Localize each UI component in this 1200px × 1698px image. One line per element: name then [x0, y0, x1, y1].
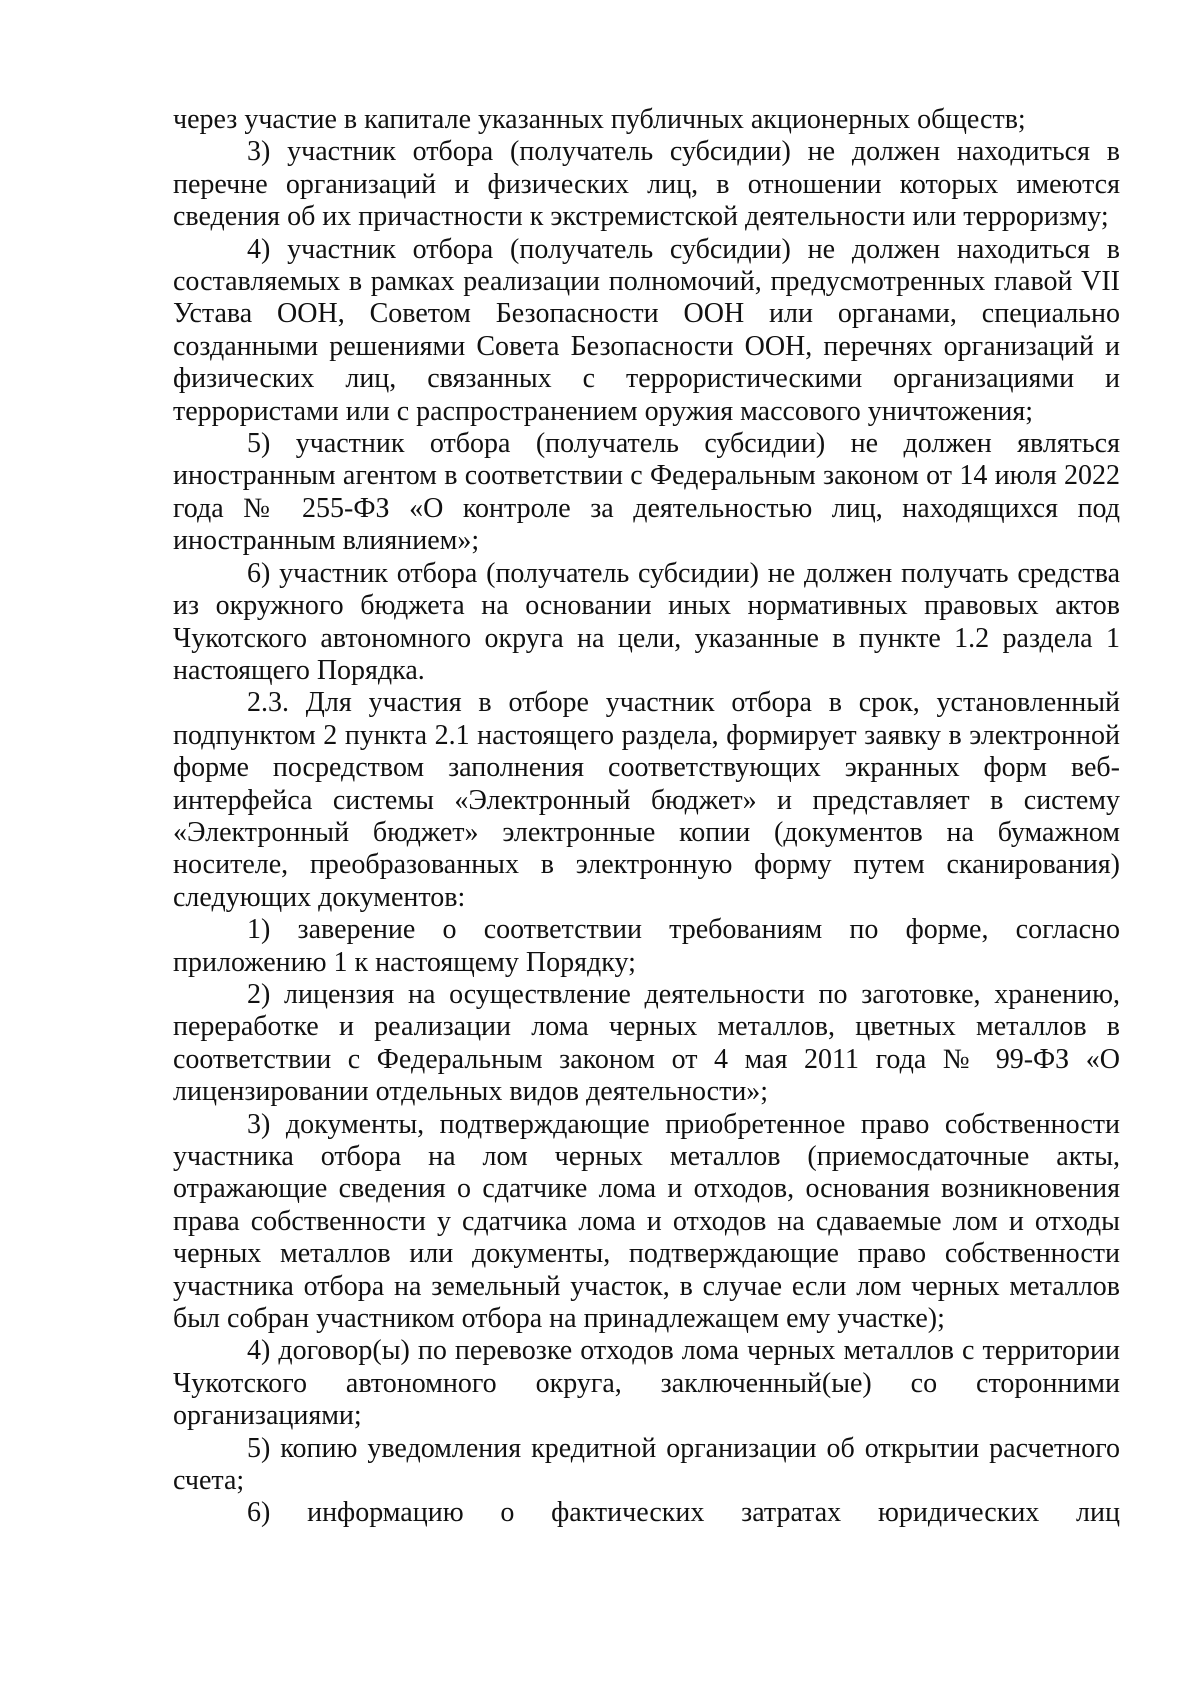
- paragraph-doc-3-ownership: 3) документы, подтверждающие приобретенное право собственности участника отбора на лом черных металлов (приемосдаточные акты, отражающие сведения о сдатчике лома и отходов, основания возникновения права собственности у сдатчика лома и отходов на сдаваемые лом и отходы черных металлов или документы, подтверждающие право собственности участника отбора на земельный участок, в случае если лом черных металлов был собран участником отбора на принадлежащем ему участке);: [173, 1108, 1120, 1335]
- paragraph-doc-1-assurance: 1) заверение о соответствии требованиям по форме, согласно приложению 1 к настоящему Порядку;: [173, 914, 1120, 978]
- paragraph-doc-5-bank-notice: 5) копию уведомления кредитной организации об открытии расчетного счета;: [173, 1432, 1120, 1497]
- paragraph-doc-4-transport-contract: 4) договор(ы) по перевозке отходов лома черных металлов с территории Чукотского автономного округа, заключенный(ые) со сторонними организациями;: [173, 1335, 1120, 1432]
- paragraph-item-3-extremism: 3) участник отбора (получатель субсидии) не должен находиться в перечне организаций и физических лиц, в отношении которых имеются сведения об их причастности к экстремистской деятельности или терроризму;: [173, 136, 1120, 233]
- paragraph-continuation: через участие в капитале указанных публичных акционерных обществ;: [173, 104, 1026, 135]
- document-page: [173, 104, 1120, 1530]
- paragraph-doc-2-license: 2) лицензия на осуществление деятельности по заготовке, хранению, переработке и реализации лома черных металлов, цветных металлов в соответствии с Федеральным законом от 4 мая 2011 года № 99-ФЗ «О лицензировании отдельных видов деятельности»;: [173, 978, 1120, 1108]
- paragraph-item-4-un-lists: 4) участник отбора (получатель субсидии) не должен находиться в составляемых в рамках реализации полномочий, предусмотренных главой VII Устава ООН, Советом Безопасности ООН или органами, специально созданными решениями Совета Безопасности ООН, перечнях организаций и физических лиц, связанных с террористическими организациями и террористами или с распространением оружия массового уничтожения;: [173, 233, 1120, 427]
- paragraph-section-2-3: 2.3. Для участия в отборе участник отбора в срок, установленный подпунктом 2 пункта 2.1 настоящего раздела, формирует заявку в электронной форме посредством заполнения соответствующих экранных форм веб-интерфейса системы «Электронный бюджет» и представляет в систему «Электронный бюджет» электронные копии (документов на бумажном носителе, преобразованных в электронную форму путем сканирования) следующих документов:: [173, 687, 1120, 913]
- paragraph-doc-6-costs: 6) информацию о фактических затратах юридических лиц: [247, 1497, 1120, 1529]
- paragraph-item-5-foreign-agent: 5) участник отбора (получатель субсидии) не должен являться иностранным агентом в соответствии с Федеральным законом от 14 июля 2022 года № 255-ФЗ «О контроле за деятельностью лиц, находящихся под иностранным влиянием»;: [173, 428, 1120, 557]
- paragraph-item-6-budget-funds: 6) участник отбора (получатель субсидии) не должен получать средства из окружного бюджета на основании иных нормативных правовых актов Чукотского автономного округа на цели, указанные в пункте 1.2 раздела 1 настоящего Порядка.: [173, 557, 1120, 686]
